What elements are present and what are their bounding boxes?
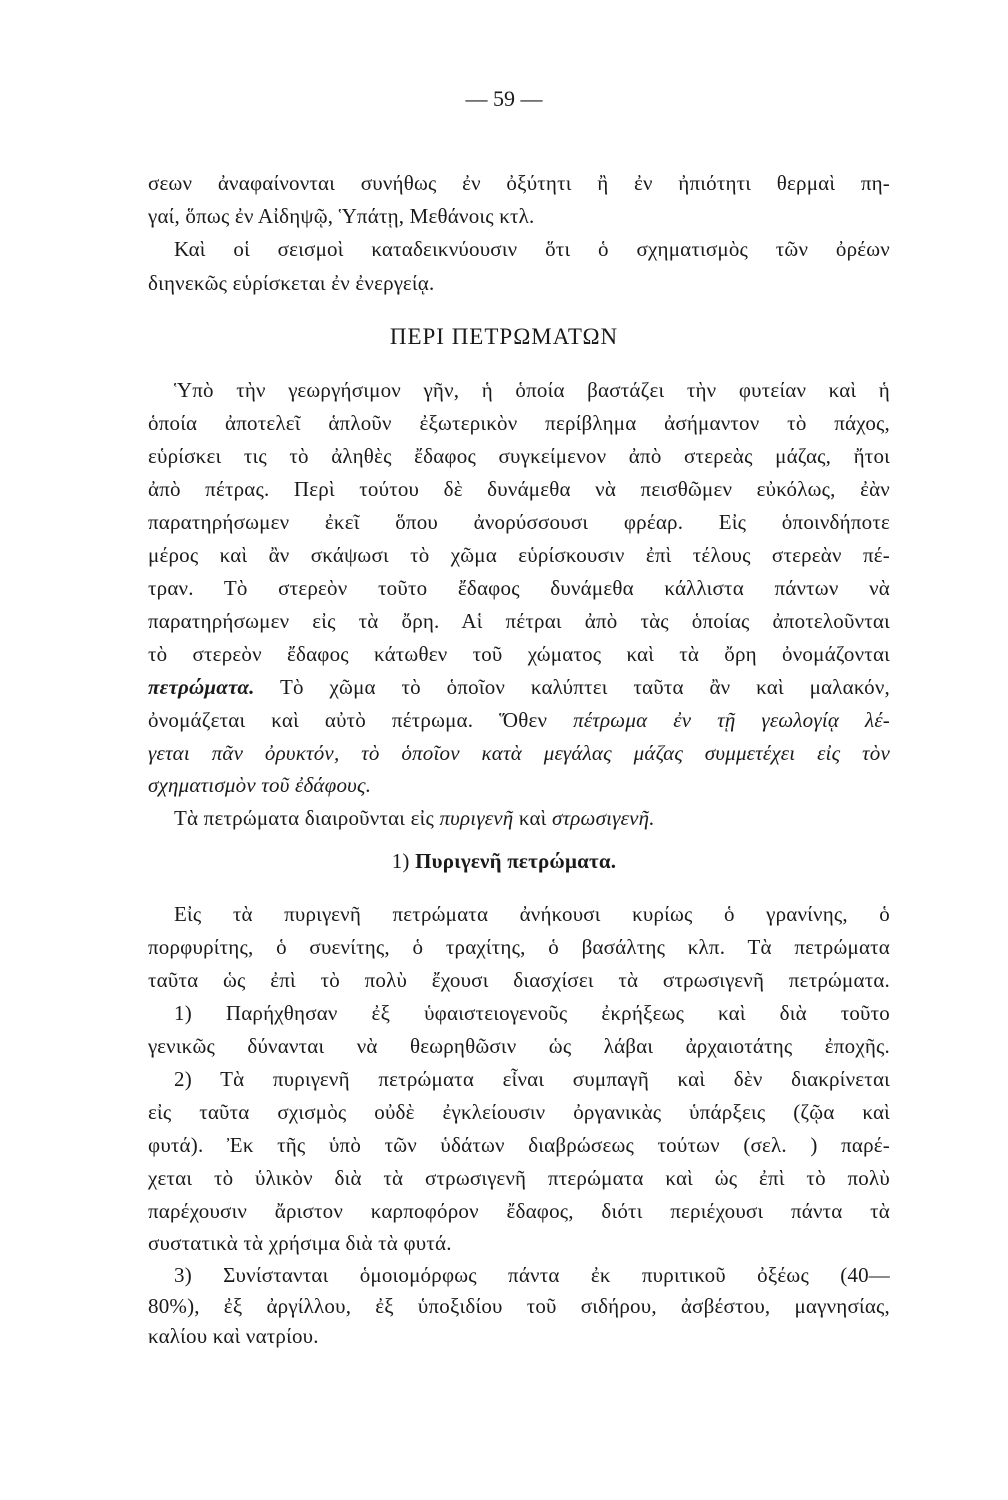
text-segment: Τὸ χῶμα τὸ ὁποῖον καλύπτει ταῦτα ἂν καὶ μαλακόν,: [254, 675, 890, 699]
text-segment: εἰς ταῦτα σχισμὸς οὐδὲ ἐγκλείουσιν ὀργανικὰς ὑπάρξεις (ζῷα καὶ: [148, 1100, 890, 1124]
text-line: [174, 805, 890, 831]
text-line: [148, 575, 890, 601]
text-segment: σεων ἀναφαίνονται συνήθως ἐν ὀξύτητι ἢ ἐν ἠπιότητι θερμαὶ πη-: [148, 171, 890, 195]
text-line: [148, 542, 890, 568]
text-segment: παρατηρήσωμεν εἰς τὰ ὄρη. Αἱ πέτραι ἀπὸ τὰς ὁποίας ἀποτελοῦνται: [148, 609, 890, 633]
text-line: [174, 901, 890, 927]
text-line: [148, 1293, 890, 1319]
text-segment: μέρος καὶ ἂν σκάψωσι τὸ χῶμα εὑρίσκουσιν ἐπὶ τέλους στερεὰν πέ-: [148, 543, 890, 567]
text-segment: τραν. Τὸ στερεὸν τοῦτο ἔδαφος δυνάμεθα κάλλιστα πάντων νὰ: [148, 576, 890, 600]
text-segment: ΠΕΡΙ ΠΕΤΡΩΜΑΤΩΝ: [389, 324, 619, 349]
text-segment: τὸ στερεὸν ἔδαφος κάτωθεν τοῦ χώματος καὶ τὰ ὄρη ὀνομάζονται: [148, 642, 890, 666]
text-line: [148, 674, 890, 700]
text-segment: γεται πᾶν ὀρυκτόν, τὸ ὁποῖον κατὰ μεγάλας μάζας συμμετέχει εἰς τὸν: [148, 741, 890, 765]
text-line: [148, 476, 890, 502]
text-segment: πέτρωμα ἐν τῇ γεωλογίᾳ λέ-: [573, 708, 890, 732]
text-segment: Εἰς τὰ πυριγενῆ πετρώματα ἀνήκουσι κυρίως ὁ γρανίνης, ὁ: [174, 902, 890, 926]
text-line: [148, 509, 890, 535]
text-line: [148, 1132, 890, 1158]
text-segment: καὶ: [513, 806, 552, 830]
text-line: [148, 740, 890, 766]
text-line: [148, 934, 890, 960]
text-segment: πυριγενῆ: [439, 806, 514, 830]
text-segment: σχηματισμὸν τοῦ ἐδάφους.: [148, 773, 372, 797]
text-segment: Καὶ οἱ σεισμοὶ καταδεικνύουσιν ὅτι ὁ σχηματισμὸς τῶν ὀρέων: [174, 237, 890, 261]
text-segment: φυτά). Ἐκ τῆς ὑπὸ τῶν ὑδάτων διαβρώσεως τούτων (σελ. ) παρέ-: [148, 1133, 890, 1157]
text-segment: Τὰ πετρώματα διαιροῦνται εἰς: [174, 806, 440, 830]
text-line: [148, 707, 890, 733]
text-line: [148, 270, 890, 296]
page-number: — 59 —: [465, 86, 543, 111]
text-segment: ταῦτα ὡς ἐπὶ τὸ πολὺ ἔχουσι διασχίσει τὰ στρωσιγενῆ πετρώματα.: [148, 968, 890, 992]
text-line: [174, 1262, 890, 1288]
text-line: [174, 1000, 890, 1026]
text-segment: καλίου καὶ νατρίου.: [148, 1324, 319, 1348]
text-segment: ὁποία ἀποτελεῖ ἁπλοῦν ἐξωτερικὸν περίβλημα ἀσήμαντον τὸ πάχος,: [148, 411, 890, 435]
text-segment: γαί, ὅπως ἐν Αἰδηψῷ, Ὑπάτῃ, Μεθάνοις κτλ.: [148, 204, 535, 228]
text-segment: στρωσιγενῆ.: [551, 806, 655, 830]
section-heading: [0, 324, 1008, 350]
text-segment: Πυριγενῆ πετρώματα.: [415, 849, 617, 873]
text-line: [148, 203, 890, 229]
text-segment: εὑρίσκει τις τὸ ἀληθὲς ἔδαφος συγκείμενον ἀπὸ στερεὰς μάζας, ἤτοι: [148, 444, 890, 468]
text-segment: πορφυρίτης, ὁ συενίτης, ὁ τραχίτης, ὁ βασάλτης κλπ. Τὰ πετρώματα: [148, 935, 890, 959]
text-line: [174, 1066, 890, 1092]
text-segment: ὀνομάζεται καὶ αὐτὸ πέτρωμα. Ὅθεν: [148, 708, 574, 732]
section-heading: [0, 848, 1008, 874]
text-segment: 80%), ἐξ ἀργίλλου, ἐξ ὑποξιδίου τοῦ σιδήρου, ἀσβέστου, μαγνησίας,: [148, 1294, 890, 1318]
text-line: [148, 641, 890, 667]
text-line: [148, 1230, 890, 1256]
text-line: [148, 772, 890, 798]
text-segment: γενικῶς δύνανται νὰ θεωρηθῶσιν ὡς λάβαι ἀρχαιοτάτης ἐποχῆς.: [148, 1034, 890, 1058]
text-segment: 2) Τὰ πυριγενῆ πετρώματα εἶναι συμπαγῆ καὶ δὲν διακρίνεται: [174, 1067, 890, 1091]
text-segment: 1) Παρήχθησαν ἐξ ὑφαιστειογενοῦς ἐκρήξεως καὶ διὰ τοῦτο: [174, 1001, 890, 1025]
text-segment: πετρώματα.: [148, 675, 255, 699]
text-line: [148, 443, 890, 469]
text-segment: Ὑπὸ τὴν γεωργήσιμον γῆν, ἡ ὁποία βαστάζει τὴν φυτείαν καὶ ἡ: [174, 378, 890, 402]
text-line: [148, 1165, 890, 1191]
text-line: [148, 1099, 890, 1125]
text-line: [148, 1323, 890, 1349]
text-line: [174, 236, 890, 262]
text-segment: 1): [391, 849, 416, 873]
text-line: [148, 410, 890, 436]
text-segment: συστατικὰ τὰ χρήσιμα διὰ τὰ φυτά.: [148, 1231, 452, 1255]
text-line: [174, 377, 890, 403]
text-segment: παρατηρήσωμεν ἐκεῖ ὅπου ἀνορύσσουσι φρέαρ. Εἰς ὁποινδήποτε: [148, 510, 890, 534]
text-line: [148, 170, 890, 196]
text-segment: παρέχουσιν ἄριστον καρποφόρον ἔδαφος, διότι περιέχουσι πάντα τὰ: [148, 1199, 890, 1223]
text-segment: ἀπὸ πέτρας. Περὶ τούτου δὲ δυνάμεθα νὰ πεισθῶμεν εὐκόλως, ἐὰν: [148, 477, 890, 501]
text-segment: 3) Συνίστανται ὁμοιομόρφως πάντα ἐκ πυριτικοῦ ὀξέως (40—: [174, 1263, 890, 1287]
text-line: [148, 1198, 890, 1224]
text-line: [148, 608, 890, 634]
text-line: [148, 967, 890, 993]
text-line: [148, 1033, 890, 1059]
text-segment: χεται τὸ ὑλικὸν διὰ τὰ στρωσιγενῆ πτερώματα καὶ ὡς ἐπὶ τὸ πολὺ: [148, 1166, 890, 1190]
text-segment: διηνεκῶς εὑρίσκεται ἐν ἐνεργείᾳ.: [148, 271, 435, 295]
